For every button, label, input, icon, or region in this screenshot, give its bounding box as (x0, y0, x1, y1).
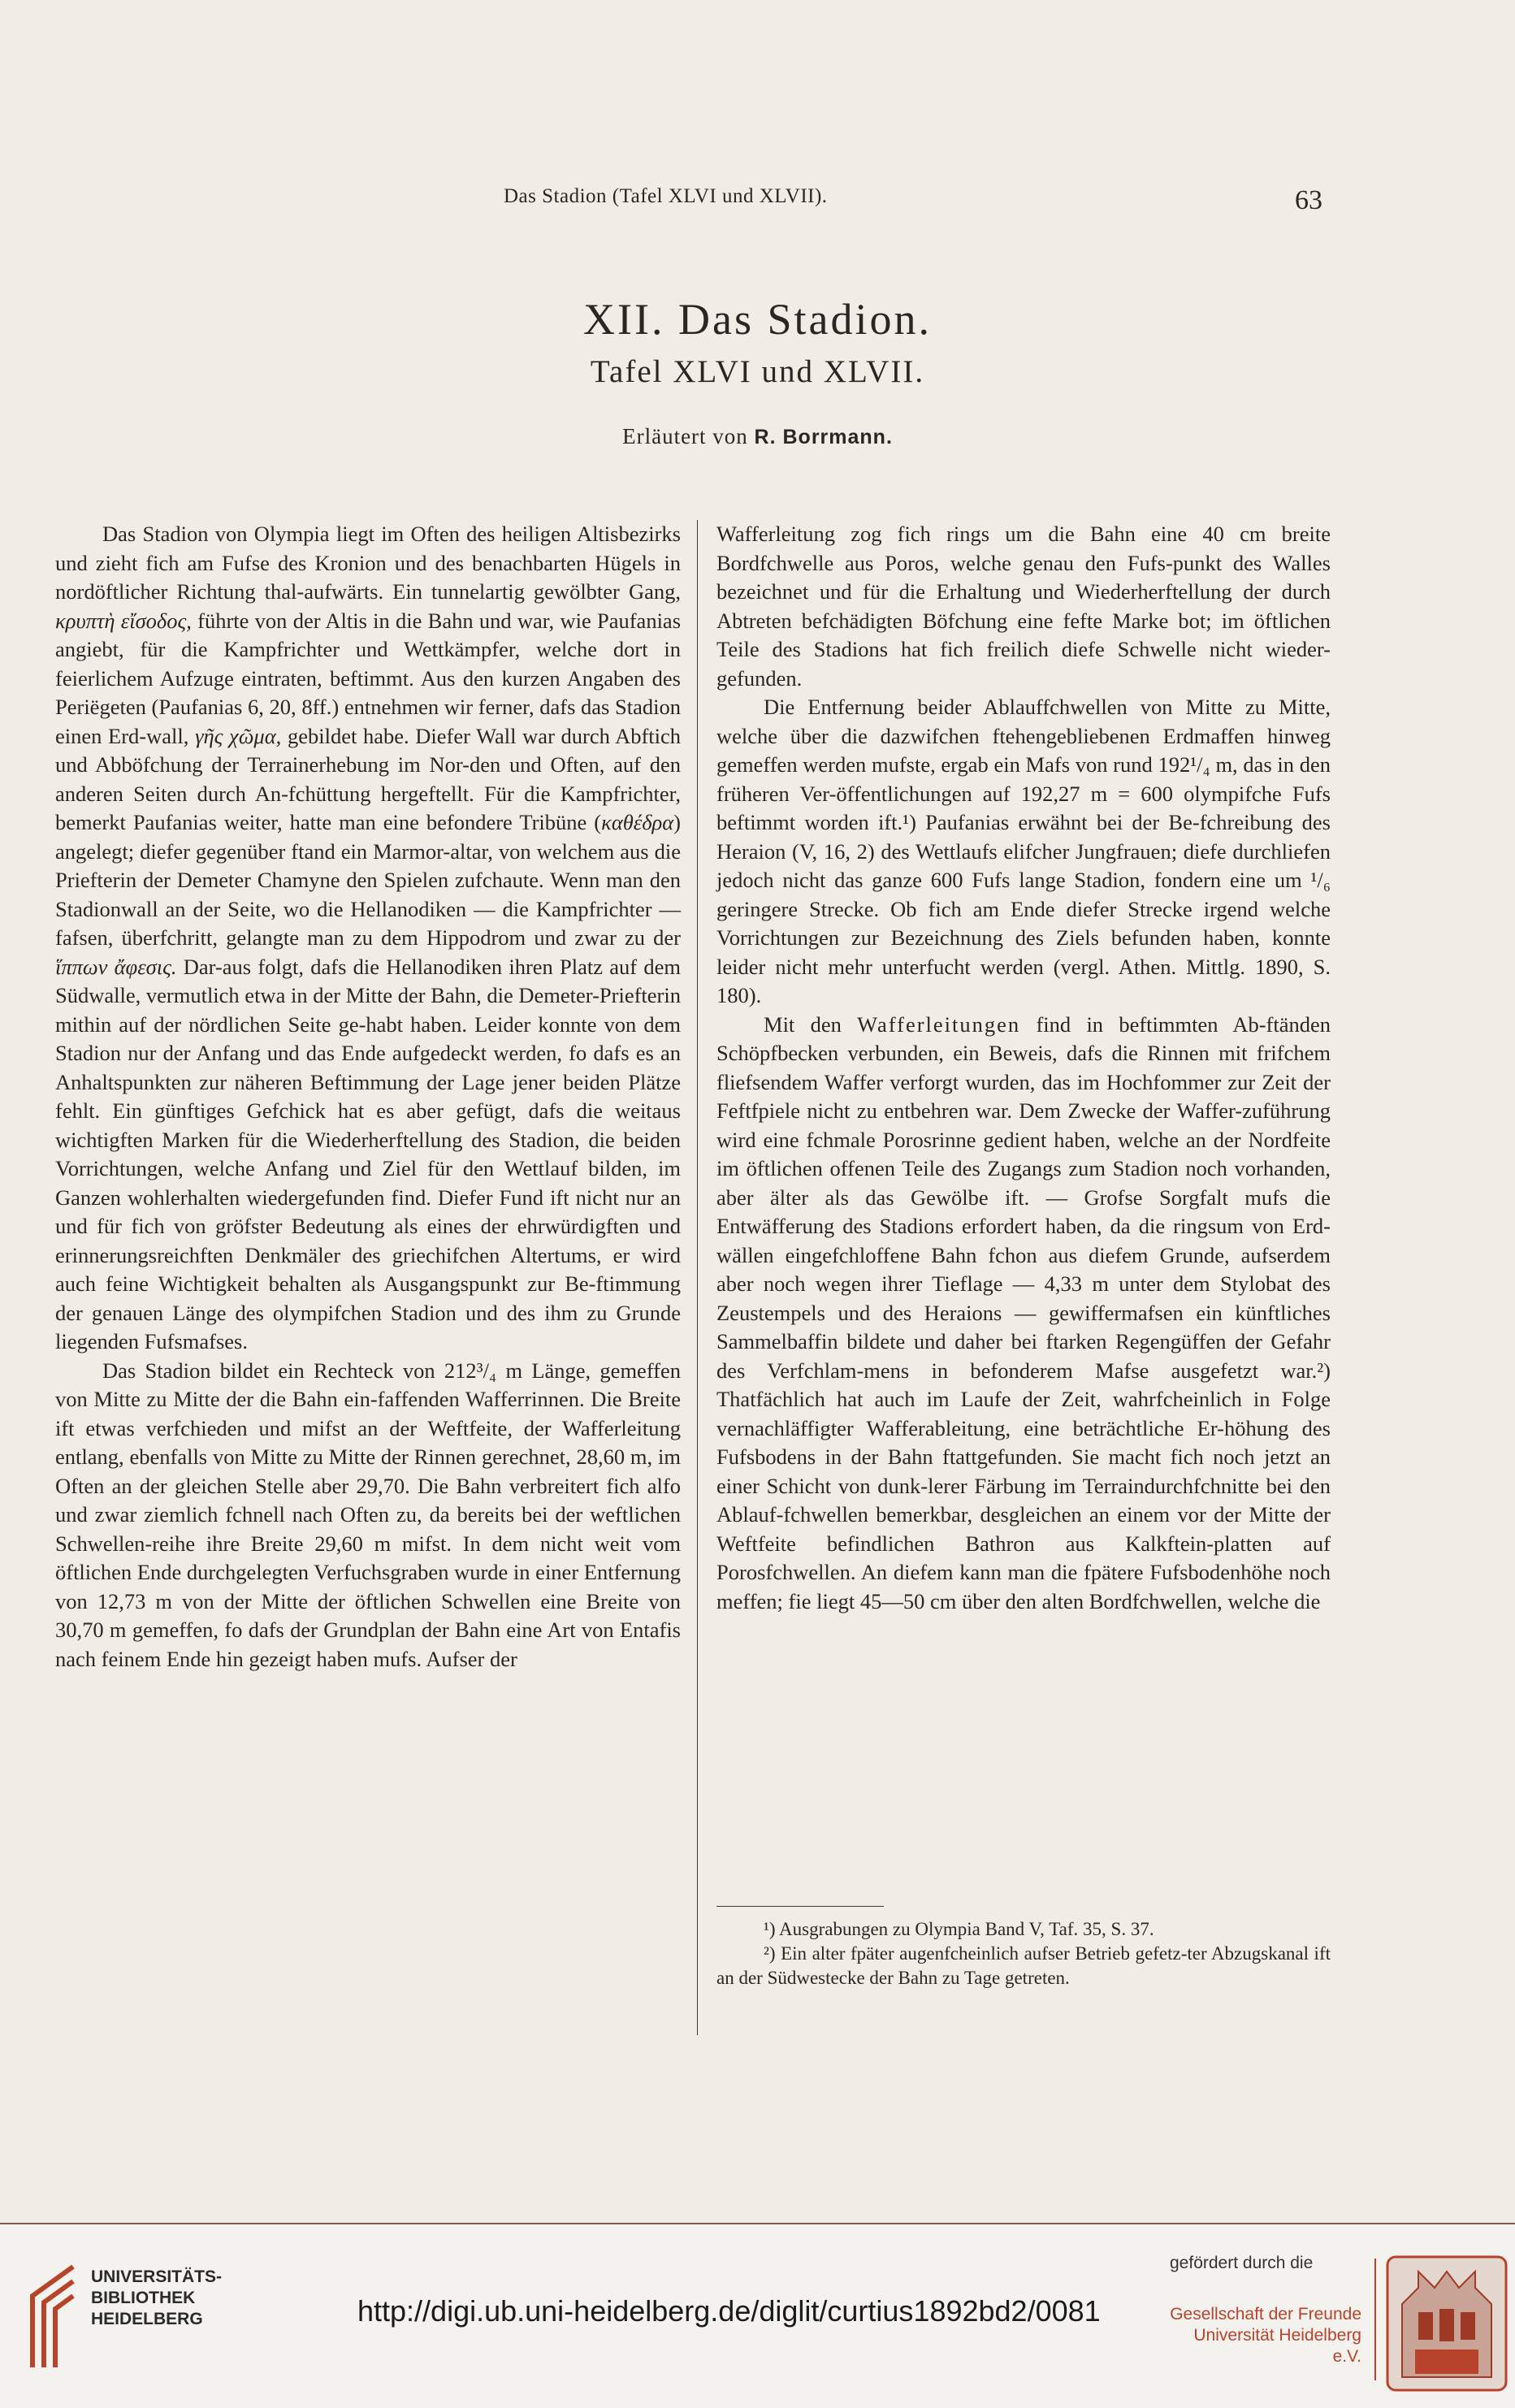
footnotes (716, 1917, 1331, 1990)
page-number: 63 (1295, 185, 1322, 215)
library-name-line: BIBLIOTHEK (91, 2289, 196, 2307)
text-run: Mit den (764, 1011, 842, 1037)
greek-term: καθέδρα (601, 810, 674, 834)
funded-by-label: gefördert durch die (1170, 2254, 1314, 2272)
right-column (716, 520, 1331, 1616)
text-run: führte von der Altis in die Bahn und war, wie Paufanias angiebt, für die Kampfrichter und Wettkämpfer, welche dort in feierlichem Aufzuge eintraten, beftimmt. Aus den kurzen Angaben des Periëgeten (Paufanias 6, 20, 8ff.) entnehmen wir ferner, dafs das Stadion einen Erd-wall, (55, 608, 682, 748)
footnote-2: ²) Ein alter fpäter augenfcheinlich aufser Betrieb gefetz-ter Abzugskanal ift an der Südwestecke der Bahn zu Tage getreten. (716, 1943, 1331, 1988)
text-run: ) angelegt; diefer gegenüber ftand ein Marmor-altar, von welchem aus die Priefterin der Demeter Chamyne den Spielen zufchaute. Wenn man den Stadionwall an der Seite, wo die Hellanodiken — die Kampfrichter — fafsen, überfchritt, gelangte man zu dem Hippodrom und zwar zu der (55, 810, 681, 950)
text-run: Das Stadion von Olympia liegt im Often des heiligen Altisbezirks und zieht fich am Fufse des Kronion und des benachbarten Hügels in nordöftlicher Richtung thal-aufwärts. Ein tunnelartig gewölbter Gang, (55, 522, 681, 604)
column-divider (697, 520, 698, 2035)
chapter-title: XII. Das Stadion. (583, 295, 932, 344)
byline-prefix: Erläutert von (622, 424, 748, 448)
text-run: find in beftimmten Ab-ftänden Schöpfbecken verbunden, ein Beweis, dafs die Rinnen mit frifchem fliefsendem Waffer verforgt wurden, das im Hochfommer zur Zeit der Feftfpiele nicht zu entbehren war. Dem Zwecke der Waffer-zuführung wird eine fchmale Porosrinne gedient haben, welche an der Nordfeite im öftlichen offenen Teile des Zugangs zum Stadion noch vorhanden, aber älter als das Gewölbe ift. — Grofse Sorgfalt mufs die Entwäfferung des Stadions erfordert haben, da die ringsum von Erd-wällen eingefchloffene Bahn fchon aus diefem Grunde, aufserdem aber noch wegen ihrer Tieflage — 4,33 m unter dem Stylobat des Zeustempels und des Heraions — gewiffermafsen ein künftliches Sammelbaffin bildete und daher bei ftarken Regengüffen der Gefahr des Verfchlam-mens in befonderem Mafse ausgefetzt war.²) Thatfächlich hat auch im Laufe der Zeit, wahrfcheinlich in Folge vernachläffigter Wafferableitung, eine beträchtliche Er-höhung des Fufsbodens in der Bahn ftattgefunden. Sie macht fich noch jetzt an einer Schicht von dunk-lerer Färbung im Terraindurchfchnitte bei den Ablauf-fchwellen bemerkbar, desgleichen an einem vor der Mitte der Weftfeite befindlichen Bathron aus Kalkftein-platten auf Porosfchwellen. An diefem kann man die fpätere Fufsbodenhöhe noch meffen; fie liegt 45—50 cm über den alten Bordfchwellen, welche die (716, 1011, 1331, 1613)
left-paragraph-2: Das Stadion bildet ein Rechteck von 212³/₄ m Länge, gemeffen von Mitte zu Mitte der die Bahn ein-faffenden Wafferrinnen. Die Breite ift etwas verfchieden und mifst an der Weftfeite, der Wafferleitung entlang, ebenfalls von Mitte zu Mitte der Rinnen gerechnet, 28,60 m, im Often an der gleichen Stelle aber 29,70. Die Bahn verbreitert fich alfo und zwar ziemlich fchnell nach Often zu, da bereits bei der weftlichen Schwellen-reihe ihre Breite 29,60 m mifst. In dem nicht weit vom öftlichen Ende durchgelegten Verfuchsgraben wurde in einer Entfernung von 12,73 m von der Mitte der öftlichen Schwellen eine Breite von 30,70 m gemeffen, fo dafs der Grundplan der Bahn eine Art von Entafis nach feinem Ende hin gezeigt haben mufs. Aufser der (55, 1358, 681, 1671)
permalink-url[interactable]: http://digi.ub.uni-heidelberg.de/diglit/curtius1892bd2/0081 (357, 2294, 1101, 2328)
running-title: Das Stadion (Tafel XLVI und XLVII). (504, 185, 828, 207)
greek-term: ἵππων ἄφεσις. (55, 954, 177, 979)
text-run: gebildet habe. Diefer Wall war durch Abftich und Abböfchung der Terrainerhebung im Nor-den und Often, auf den anderen Seiten durch An-fchüttung hergeftellt. Für die Kampfrichter, bemerkt Paufanias weiter, hatte man eine befondere Tribüne ( (55, 723, 682, 834)
text-run: Dar-aus folgt, dafs die Hellanodiken ihren Platz auf dem Südwalle, vermutlich etwa in der Mitte der Bahn, die Demeter-Priefterin mithin auf der nördlichen Seite ge-habt haben. Leider konnte von dem Stadion nur der Anfang und das Ende aufgedeckt werden, fo dafs es an Anhaltspunkten zur näheren Beftimmung der Lage jener beiden Plätze fehlt. Ein günftiges Gefchick hat es aber gefügt, dafs die weitaus wichtigften Marken für die Wiederherftellung des Stadion, die beiden Vorrichtungen, welche Anfang und Ziel für den Wettlauf bilden, im Ganzen wohlerhalten wiedergefunden find. Diefer Fund ift nicht nur an und für fich von gröfster Bedeutung als eines der ehrwürdigften und erinnerungsreichften Denkmäler des griechifchen Altertums, er wird auch feine Wichtigkeit behalten als Ausgangspunkt zur Be-ftimmung der genauen Länge des olympifchen Stadion und des ihm zu Grunde liegenden Fufsmafses. (55, 954, 681, 1353)
university-seal-icon (1386, 2255, 1508, 2392)
left-paragraph-1 (55, 520, 681, 1357)
society-name (1163, 2304, 1361, 2367)
footnote-rule (716, 1906, 884, 1907)
library-name-line: HEIDELBERG (91, 2310, 203, 2328)
library-logo-icon (16, 2263, 81, 2371)
plates-subtitle: Tafel XLVI und XLVII. (590, 354, 925, 389)
footer-separator (1374, 2259, 1376, 2380)
byline (0, 424, 1515, 449)
society-name-line: Gesellschaft der Freunde (1170, 2305, 1361, 2324)
library-name-line: UNIVERSITÄTS- (91, 2267, 223, 2286)
footnote-1: ¹) Ausgrabungen zu Olympia Band V, Taf. 35, S. 37. (764, 1919, 1154, 1939)
greek-term: κρυπτὴ εἴσοδος, (55, 608, 192, 633)
right-paragraph-3 (716, 1011, 1331, 1617)
right-paragraph-1: Wafferleitung zog fich rings um die Bahn eine 40 cm breite Bordfchwelle aus Poros, welche genau den Fufs-punkt des Walles bezeichnet und für die Erhaltung und Wiederherftellung der durch Abtreten befchädigten Böfchung eine fefte Marke bot; im öftlichen Teile des Stadions hat fich freilich diefe Schwelle nicht wieder-gefunden. (716, 522, 1331, 691)
right-paragraph-2: Die Entfernung beider Ablauffchwellen von Mitte zu Mitte, welche über die dazwifchen ftehengebliebenen Erdmaffen hinweg gemeffen werden mufste, ergab ein Mafs von rund 192¹/₄ m, das in den früheren Ver-öffentlichungen auf 192,27 m = 600 olympifche Fufs beftimmt worden ift.¹) Paufanias erwähnt bei der Be-fchreibung des Heraion (V, 16, 2) des Wettlaufs elifcher Jungfrauen; diefe durchliefen jedoch nicht das ganze 600 Fufs lange Stadion, fondern eine um ¹/₆ geringere Strecke. Ob fich am Ende diefer Strecke irgend welche Vorrichtungen zur Bezeichnung des Ziels befunden haben, konnte leider nicht mehr unterfucht werden (vergl. Athen. Mittlg. 1890, S. 180). (716, 695, 1331, 1007)
society-name-line: Universität Heidelberg e.V. (1193, 2326, 1361, 2366)
author-name: R. Borrmann. (754, 426, 893, 448)
library-name (91, 2267, 222, 2330)
left-column (55, 520, 681, 1674)
greek-term: γῆς χῶμα, (195, 723, 282, 748)
spaced-term: Wafferleitungen (857, 1011, 1021, 1037)
